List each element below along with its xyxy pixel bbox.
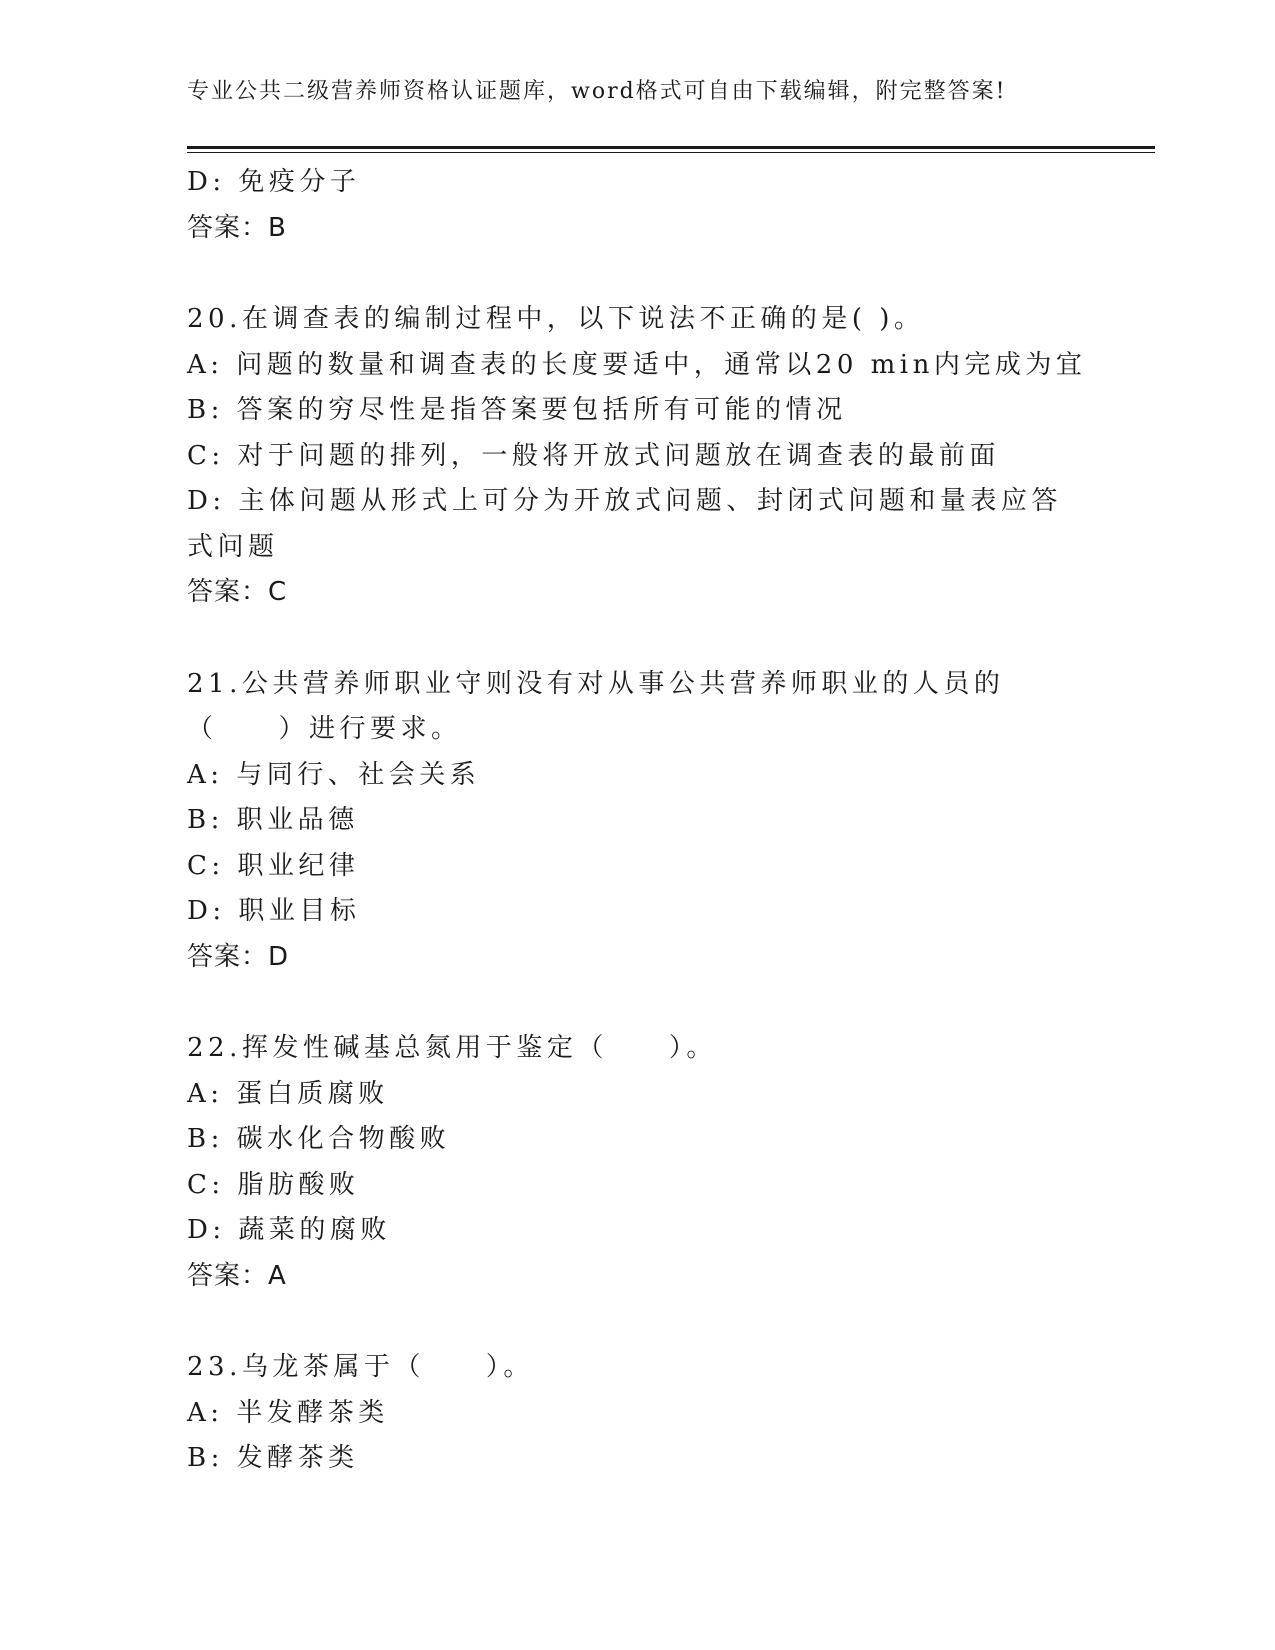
question-stem: 20.在调查表的编制过程中，以下说法不正确的是( )。 — [187, 304, 925, 334]
question-21 — [187, 662, 1087, 981]
spacer — [187, 1299, 1087, 1345]
question-20 — [187, 297, 1087, 616]
question-stem: 22.挥发性碱基总氮用于鉴定（ ）。 — [187, 1033, 717, 1063]
spacer — [187, 616, 1087, 662]
answer: 答案：B — [187, 212, 287, 243]
answer: 答案：D — [187, 941, 290, 972]
question-22 — [187, 1026, 1087, 1299]
option-b: B: 发酵茶类 — [187, 1443, 359, 1473]
question-stem: 23.乌龙茶属于（ ）。 — [187, 1352, 534, 1382]
option-d: D: 免疫分子 — [187, 167, 361, 197]
answer: 答案：A — [187, 1260, 287, 1291]
question-23 — [187, 1345, 1087, 1482]
option-a: A: 蛋白质腐败 — [187, 1078, 389, 1109]
spacer — [187, 980, 1087, 1026]
option-c: C: 对于问题的排列，一般将开放式问题放在调查表的最前面 — [187, 440, 1000, 471]
option-d: D: 职业目标 — [187, 896, 361, 926]
header-rule-thin — [187, 152, 1155, 153]
option-c: C: 职业纪律 — [187, 850, 360, 881]
option-b: B: 职业品德 — [187, 805, 359, 835]
option-a: A: 与同行、社会关系 — [187, 759, 481, 790]
header-rule-thick — [187, 146, 1155, 149]
spacer — [187, 251, 1087, 297]
option-c: C: 脂肪酸败 — [187, 1169, 360, 1200]
page-header: 专业公共二级营养师资格认证题库，word格式可自由下载编辑，附完整答案! — [187, 79, 1007, 104]
option-d: D: 蔬菜的腐败 — [187, 1215, 391, 1245]
option-d: D: 主体问题从形式上可分为开放式问题、封闭式问题和量表应答式问题 — [187, 486, 1062, 562]
question-stem: 21.公共营养师职业守则没有对从事公共营养师职业的人员的（ ）进行要求。 — [187, 668, 1005, 744]
option-a: A: 半发酵茶类 — [187, 1397, 389, 1428]
answer: 答案：C — [187, 577, 288, 607]
option-b: B: 碳水化合物酸败 — [187, 1124, 451, 1154]
option-a: A: 问题的数量和调查表的长度要适中，通常以20 min内完成为宜 — [187, 349, 1087, 380]
option-b: B: 答案的穷尽性是指答案要包括所有可能的情况 — [187, 395, 847, 425]
question-content — [187, 160, 1087, 1482]
